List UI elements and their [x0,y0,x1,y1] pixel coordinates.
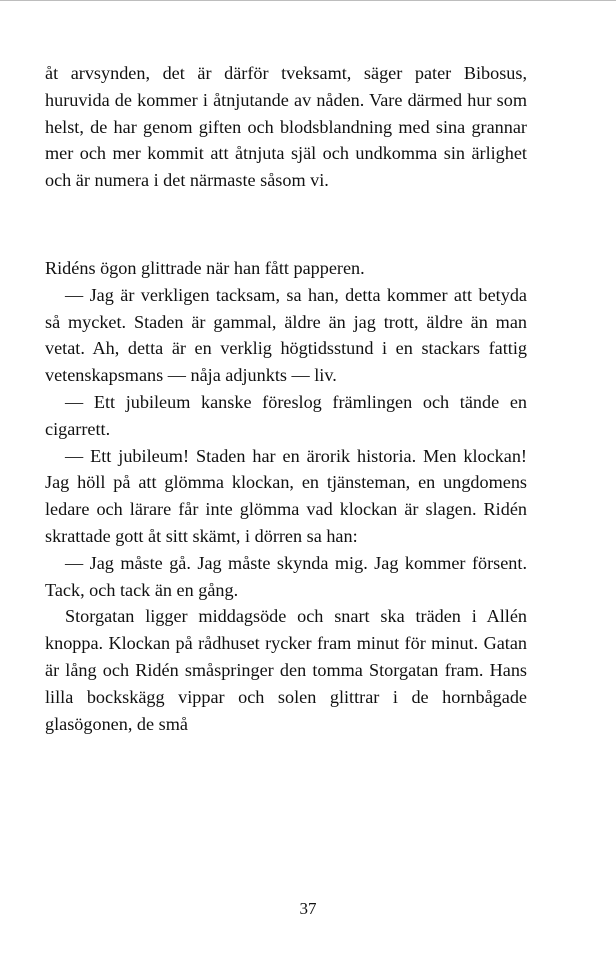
paragraph-arvsynden: åt arvsynden, det är därför tveksamt, säger pater Bibosus, huruvida de kommer i åtnjutande av nåden. Vare därmed hur som helst, de har genom giften och blodsblandning med sina grannar mer och mer kommit att åtnjuta själ och undkomma sin ärlighet och är numera i det närmaste såsom vi. [45,63,527,191]
page-top-edge [0,0,616,1]
section-break [45,194,527,255]
paragraph-storgatan: Storgatan ligger middagsöde och snart ska träden i Allén knoppa. Klockan på rådhuset rycker fram minut för minut. Gatan är lång och Ridén småspringer den tomma Storgatan fram. Hans lilla bockskägg vippar och solen glittrar i de hornbågade glasögonen, de små [45,606,527,734]
page-number: 37 [299,899,317,918]
paragraph-tacksam: — Jag är verkligen tacksam, sa han, detta kommer att betyda så mycket. Staden är gammal, äldre än jag trott, äldre än man vetat. Ah, detta är en verklig högtidsstund i en stackars fattig vetenskapsmans — nåja adjunkts — liv. [45,284,527,386]
paragraph-maste-ga: — Jag måste gå. Jag måste skynda mig. Jag kommer försent. Tack, och tack än en gång. [45,552,527,600]
paragraph-jubileum-forslag: — Ett jubileum kanske föreslog främlingen och tände en cigarrett. [45,391,527,439]
page-body [45,60,527,737]
paragraph-ridens-ogon: Ridéns ögon glittrade när han fått papperen. [45,257,365,278]
paragraph-jubileum-klockan: — Ett jubileum! Staden har en ärorik historia. Men klockan! Jag höll på att glömma klockan, en tjänsteman, en ungdomens ledare och lärare får inte glömma vad klockan är slagen. Ridén skrattade gott åt sitt skämt, i dörren sa han: [45,445,527,546]
